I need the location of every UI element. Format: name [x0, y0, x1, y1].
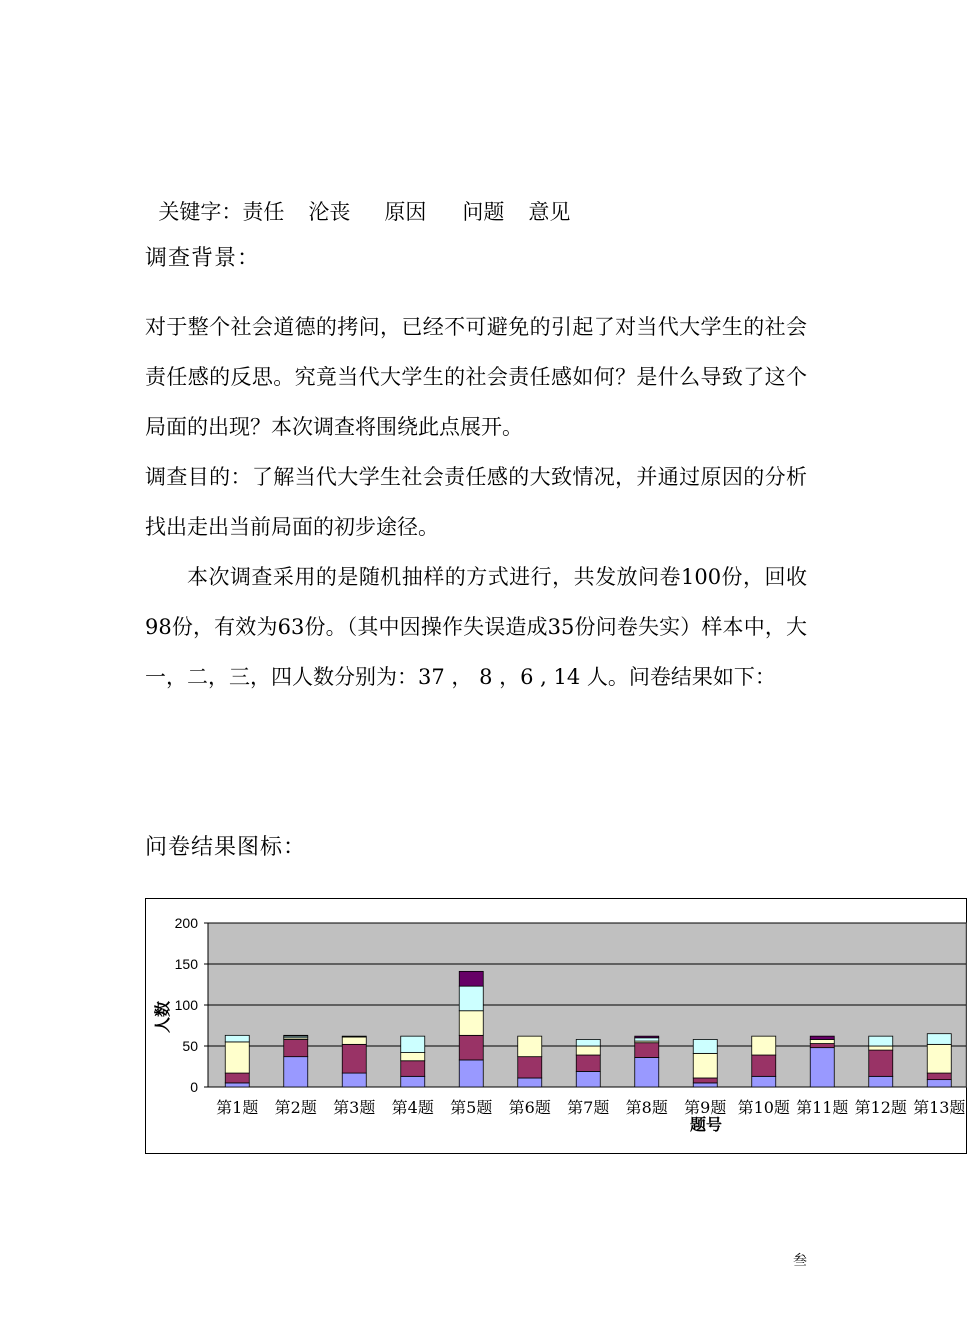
survey-background-heading: 调查背景： [145, 246, 261, 271]
bar-segment [810, 1036, 834, 1039]
keyword-item: 沦丧 [308, 200, 351, 224]
bar-segment [576, 1071, 600, 1087]
x-tick-label: 第4题 [391, 1098, 434, 1117]
bar-segment [284, 1057, 308, 1087]
bar-segment [927, 1034, 951, 1045]
bar-segment [284, 1039, 308, 1056]
bar-segment [401, 1036, 425, 1052]
bar-segment [342, 1044, 366, 1073]
bar-segment [225, 1083, 249, 1087]
bar-segment [635, 1036, 659, 1038]
page-number: 叁 [793, 1253, 807, 1269]
bar-segment [927, 1073, 951, 1080]
bar-segment [752, 1055, 776, 1076]
bar-segment [752, 1036, 776, 1055]
survey-background-paragraph: 对于整个社会道德的拷问，已经不可避免的引起了对当代大学生的社会责任感的反思。究竟当代大学生的社会责任感如何？是什么导致了这个局面的出现？本次调查将围绕此点展开。 [145, 315, 807, 439]
bar-segment [518, 1036, 542, 1057]
bar-segment [869, 1046, 893, 1050]
keyword-item: 责任 [242, 200, 285, 224]
x-tick-label: 第2题 [274, 1098, 317, 1117]
bar-segment [810, 1039, 834, 1043]
x-tick-label: 第10题 [737, 1098, 790, 1117]
bar-segment [401, 1061, 425, 1077]
bar-segment [401, 1053, 425, 1061]
bar-segment [810, 1048, 834, 1087]
survey-method-paragraph: 本次调查采用的是随机抽样的方式进行，共发放问卷100份，回收98份，有效为63份。（其中因操作失误造成35份问卷失实）样本中，大一，二，三，四人数分别为：37 ， 8 ，6 , 14 人。问卷结果如下： [145, 565, 807, 689]
x-tick-label: 第12题 [854, 1098, 907, 1117]
bar-segment [225, 1073, 249, 1083]
bar-segment [576, 1055, 600, 1071]
bar-segment [869, 1036, 893, 1046]
bar-segment [693, 1078, 717, 1083]
bar-segment [459, 1060, 483, 1087]
stacked-bar-chart [145, 898, 967, 1154]
x-tick-label: 第5题 [450, 1098, 493, 1117]
bar-segment [284, 1035, 308, 1036]
chart-svg [146, 899, 966, 1153]
bar-segment [635, 1038, 659, 1041]
bar-segment [635, 1057, 659, 1087]
keyword-item: 原因 [384, 200, 427, 224]
bar-segment [576, 1046, 600, 1055]
bar-segment [342, 1037, 366, 1044]
bar-segment [576, 1039, 600, 1046]
keywords-line [145, 172, 570, 226]
bar-segment [635, 1043, 659, 1058]
x-tick-label: 第11题 [796, 1098, 849, 1117]
bar-segment [869, 1050, 893, 1076]
keyword-item: 问题 [462, 200, 505, 224]
x-tick-label: 第8题 [625, 1098, 668, 1117]
x-tick-label: 第3题 [333, 1098, 376, 1117]
keywords-label: 关键字： [158, 200, 243, 224]
keyword-item: 意见 [528, 200, 571, 224]
y-tick-label: 150 [174, 956, 198, 972]
bar-segment [459, 971, 483, 986]
bar-segment [693, 1053, 717, 1078]
bar-segment [693, 1083, 717, 1087]
bar-segment [342, 1073, 366, 1087]
y-tick-label: 0 [190, 1079, 198, 1095]
x-axis-title: 题号 [689, 1115, 723, 1134]
y-tick-label: 50 [182, 1038, 198, 1054]
bar-segment [459, 1011, 483, 1036]
y-tick-label: 100 [174, 997, 198, 1013]
bar-segment [810, 1044, 834, 1048]
y-axis-title: 人数 [153, 1000, 172, 1034]
x-tick-label: 第7题 [567, 1098, 610, 1117]
bar-segment [401, 1076, 425, 1087]
bar-segment [752, 1076, 776, 1087]
x-tick-label: 第13题 [913, 1098, 966, 1117]
bar-segment [342, 1036, 366, 1037]
bar-segment [459, 1035, 483, 1060]
bar-segment [459, 986, 483, 1011]
x-tick-label: 第9题 [684, 1098, 727, 1117]
bar-segment [518, 1078, 542, 1087]
y-tick-label: 200 [174, 915, 198, 931]
bar-segment [869, 1076, 893, 1087]
survey-purpose-paragraph: 调查目的：了解当代大学生社会责任感的大致情况，并通过原因的分析找出走出当前局面的初步途径。 [145, 465, 807, 539]
bar-segment [927, 1080, 951, 1087]
bar-segment [927, 1044, 951, 1073]
bar-segment [518, 1057, 542, 1078]
x-tick-label: 第1题 [216, 1098, 259, 1117]
x-tick-label: 第6题 [508, 1098, 551, 1117]
bar-segment [225, 1035, 249, 1042]
bar-segment [693, 1039, 717, 1053]
bar-segment [225, 1042, 249, 1073]
results-heading: 问卷结果图标： [145, 835, 307, 860]
